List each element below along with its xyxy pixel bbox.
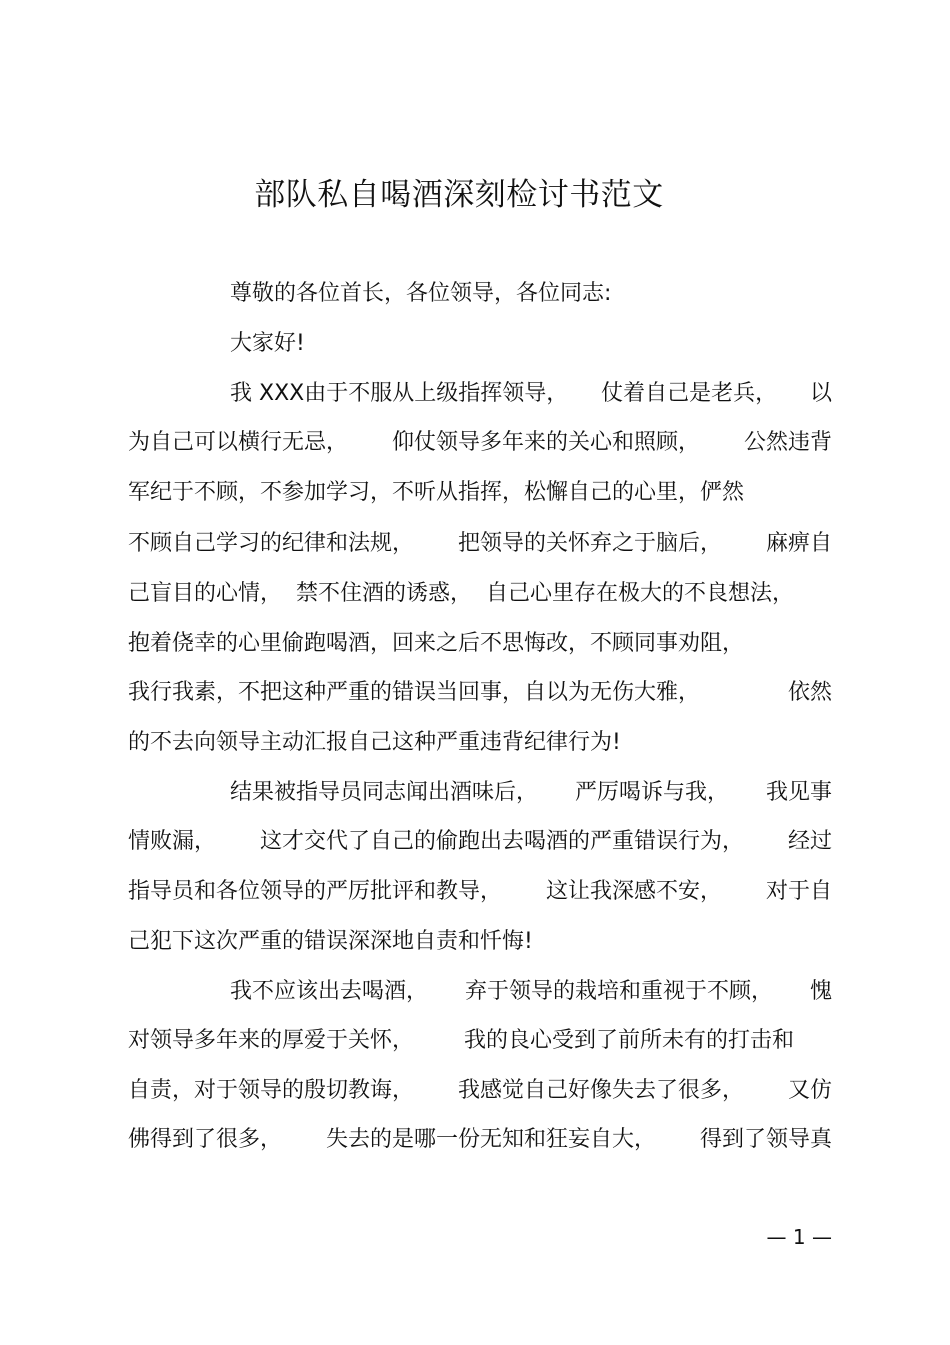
text-segment: 失去的是哪一份无知和狂妄自大， [325, 1127, 656, 1152]
text-segment: 我行我素，不把这种严重的错误当回事，自以为无伤大雅， [128, 680, 701, 705]
text-segment: 这才交代了自己的偷跑出去喝酒的严重错误行为， [259, 829, 744, 854]
text-segment: 依然 [787, 680, 832, 705]
paragraph-3-line-1 [230, 967, 832, 1017]
text-segment: 愧 [809, 979, 832, 1004]
paragraph-1-line-4 [128, 519, 832, 569]
text-segment: 仗着自己是老兵， [601, 381, 778, 406]
paragraph-2-line-1 [230, 768, 832, 818]
text-segment: 己盲目的心情， [128, 581, 283, 606]
text-segment: 不顾自己学习的纪律和法规， [128, 531, 415, 556]
text-segment: 我见事 [765, 780, 832, 805]
text-segment: 指导员和各位领导的严厉批评和教导， [128, 879, 503, 904]
text-segment: 把领导的关怀弃之于脑后， [457, 531, 722, 556]
paragraph-2-line-4: 己犯下这次严重的错误深深地自责和忏悔! [128, 929, 533, 954]
paragraph-2-line-3 [128, 867, 832, 917]
text-segment: 严厉喝诉与我， [574, 780, 729, 805]
text-segment: 我感觉自己好像失去了很多， [457, 1078, 744, 1103]
paragraph-3-line-3 [128, 1066, 832, 1116]
paragraph-1-line-3: 军纪于不顾，不参加学习，不听从指挥，松懈自己的心里，俨然 [128, 480, 745, 505]
text-segment: 自责，对于领导的殷切教诲， [128, 1078, 415, 1103]
text-segment: 我不应该出去喝酒， [230, 979, 429, 1004]
text-segment: 经过 [787, 829, 832, 854]
text-segment: 得到了领导真 [699, 1127, 832, 1152]
text-segment: 我 XXX由于不服从上级指挥领导， [230, 381, 569, 406]
page-number: — 1 — [766, 1225, 832, 1249]
text-segment: 这让我深感不安， [545, 879, 722, 904]
paragraph-1-line-7 [128, 668, 832, 718]
salutation-line: 尊敬的各位首长，各位领导，各位同志: [230, 281, 612, 306]
text-segment: 对领导多年来的厚爱于关怀， [128, 1028, 415, 1053]
text-segment: 自己心里存在极大的不良想法， [485, 581, 794, 606]
text-segment: 公然违背 [743, 430, 832, 455]
text-segment: 对于自 [765, 879, 832, 904]
paragraph-1-line-6: 抱着侥幸的心里偷跑喝酒，回来之后不思悔改，不顾同事劝阻， [128, 631, 745, 656]
document-title: 部队私自喝酒深刻检讨书范文 [254, 177, 664, 213]
text-segment: 仰仗领导多年来的关心和照顾， [391, 430, 700, 455]
paragraph-1-line-1 [230, 369, 832, 419]
text-segment: 以 [809, 381, 832, 406]
greeting-line: 大家好! [230, 331, 305, 356]
paragraph-3-line-4 [128, 1115, 832, 1165]
text-segment: 又仿 [787, 1078, 832, 1103]
text-segment: 佛得到了很多， [128, 1127, 283, 1152]
text-segment: 禁不住酒的诱惑， [295, 581, 472, 606]
paragraph-1-line-8: 的不去向领导主动汇报自己这种严重违背纪律行为! [128, 730, 621, 755]
text-segment: 情败漏， [128, 829, 217, 854]
paragraph-1-line-2 [128, 418, 832, 468]
paragraph-2-line-2 [128, 817, 832, 867]
paragraph-1-line-5 [128, 569, 794, 619]
paragraph-3-line-2 [128, 1016, 794, 1066]
text-segment: 麻痹自 [765, 531, 832, 556]
text-segment: 为自己可以横行无忌， [128, 430, 349, 455]
text-segment: 结果被指导员同志闻出酒味后， [230, 780, 539, 805]
text-segment: 我的良心受到了前所未有的打击和 [463, 1028, 794, 1053]
text-segment: 弃于领导的栽培和重视于不顾， [464, 979, 773, 1004]
